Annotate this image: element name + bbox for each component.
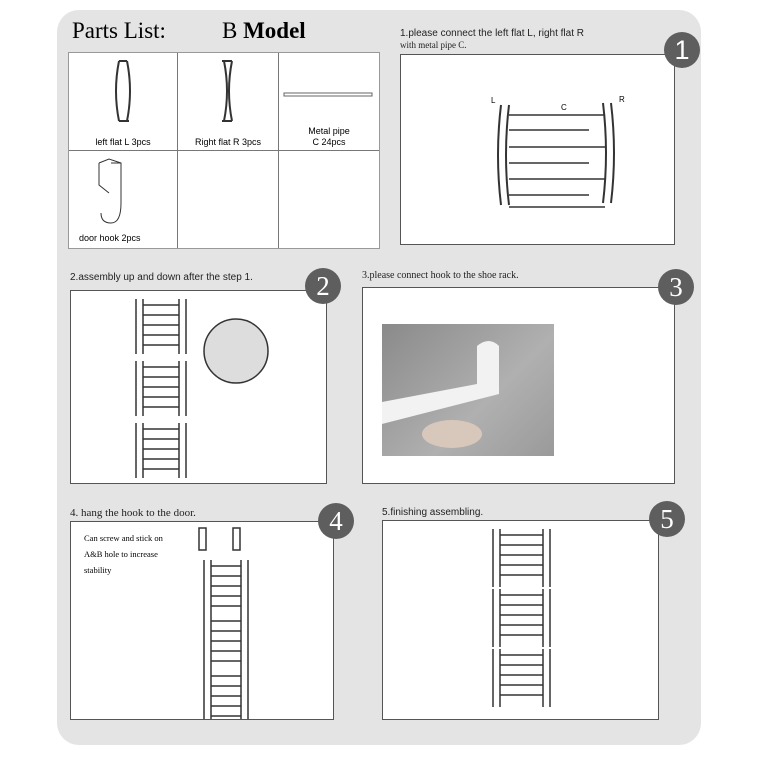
step-5-text: 5.finishing assembling. <box>382 507 484 518</box>
step-1-text: 1.please connect the left flat L, right flat R <box>400 28 584 39</box>
ladder-assembly-illustration <box>401 55 674 244</box>
finished-rack-illustration <box>383 521 658 719</box>
step-3-text: 3.please connect hook to the shoe rack. <box>362 270 519 281</box>
part-label: door hook 2pcs <box>79 233 141 243</box>
step-1-text-2: with metal pipe C. <box>400 40 467 50</box>
parts-list-title: Parts List: <box>72 18 166 43</box>
step-2-figure <box>70 290 327 484</box>
step-5-badge: 5 <box>649 501 685 537</box>
hook-photo <box>382 324 554 456</box>
model-word: Model <box>243 18 306 43</box>
hanging-rack-illustration <box>71 522 333 719</box>
note-line: A&B hole to increase <box>84 549 158 559</box>
step-3-figure <box>362 287 675 484</box>
part-right-flat <box>178 53 279 151</box>
step-4-text: 4. hang the hook to the door. <box>70 507 196 519</box>
step-4-badge: 4 <box>318 503 354 539</box>
metal-pipe-illustration <box>279 53 379 113</box>
step-1-figure <box>400 54 675 245</box>
model-label <box>222 18 306 44</box>
part-label: left flat L 3pcs <box>95 137 151 147</box>
stacked-ladders-illustration <box>71 291 326 483</box>
step-2-badge: 2 <box>305 268 341 304</box>
parts-table <box>68 52 380 249</box>
step-2-text: 2.assembly up and down after the step 1. <box>70 272 253 283</box>
empty-cell <box>178 151 279 248</box>
left-flat-illustration <box>69 53 178 133</box>
step-3-badge: 3 <box>658 269 694 305</box>
part-label: Metal pipe <box>308 126 350 136</box>
part-metal-pipe <box>279 53 379 151</box>
part-label: Right flat R 3pcs <box>194 137 262 147</box>
step-4-figure <box>70 521 334 720</box>
part-label: C 24pcs <box>312 137 346 147</box>
part-left-flat <box>69 53 178 151</box>
step-1-badge: 1 <box>664 32 700 68</box>
label-l: L <box>491 96 496 105</box>
label-r: R <box>619 95 625 104</box>
step-5-figure <box>382 520 659 720</box>
note-line: Can screw and stick on <box>84 533 163 543</box>
model-letter: B <box>222 18 238 43</box>
right-flat-illustration <box>178 53 279 133</box>
label-c: C <box>561 103 567 112</box>
door-hook-illustration <box>69 151 178 231</box>
part-door-hook <box>69 151 178 248</box>
note-line: stability <box>84 565 112 575</box>
